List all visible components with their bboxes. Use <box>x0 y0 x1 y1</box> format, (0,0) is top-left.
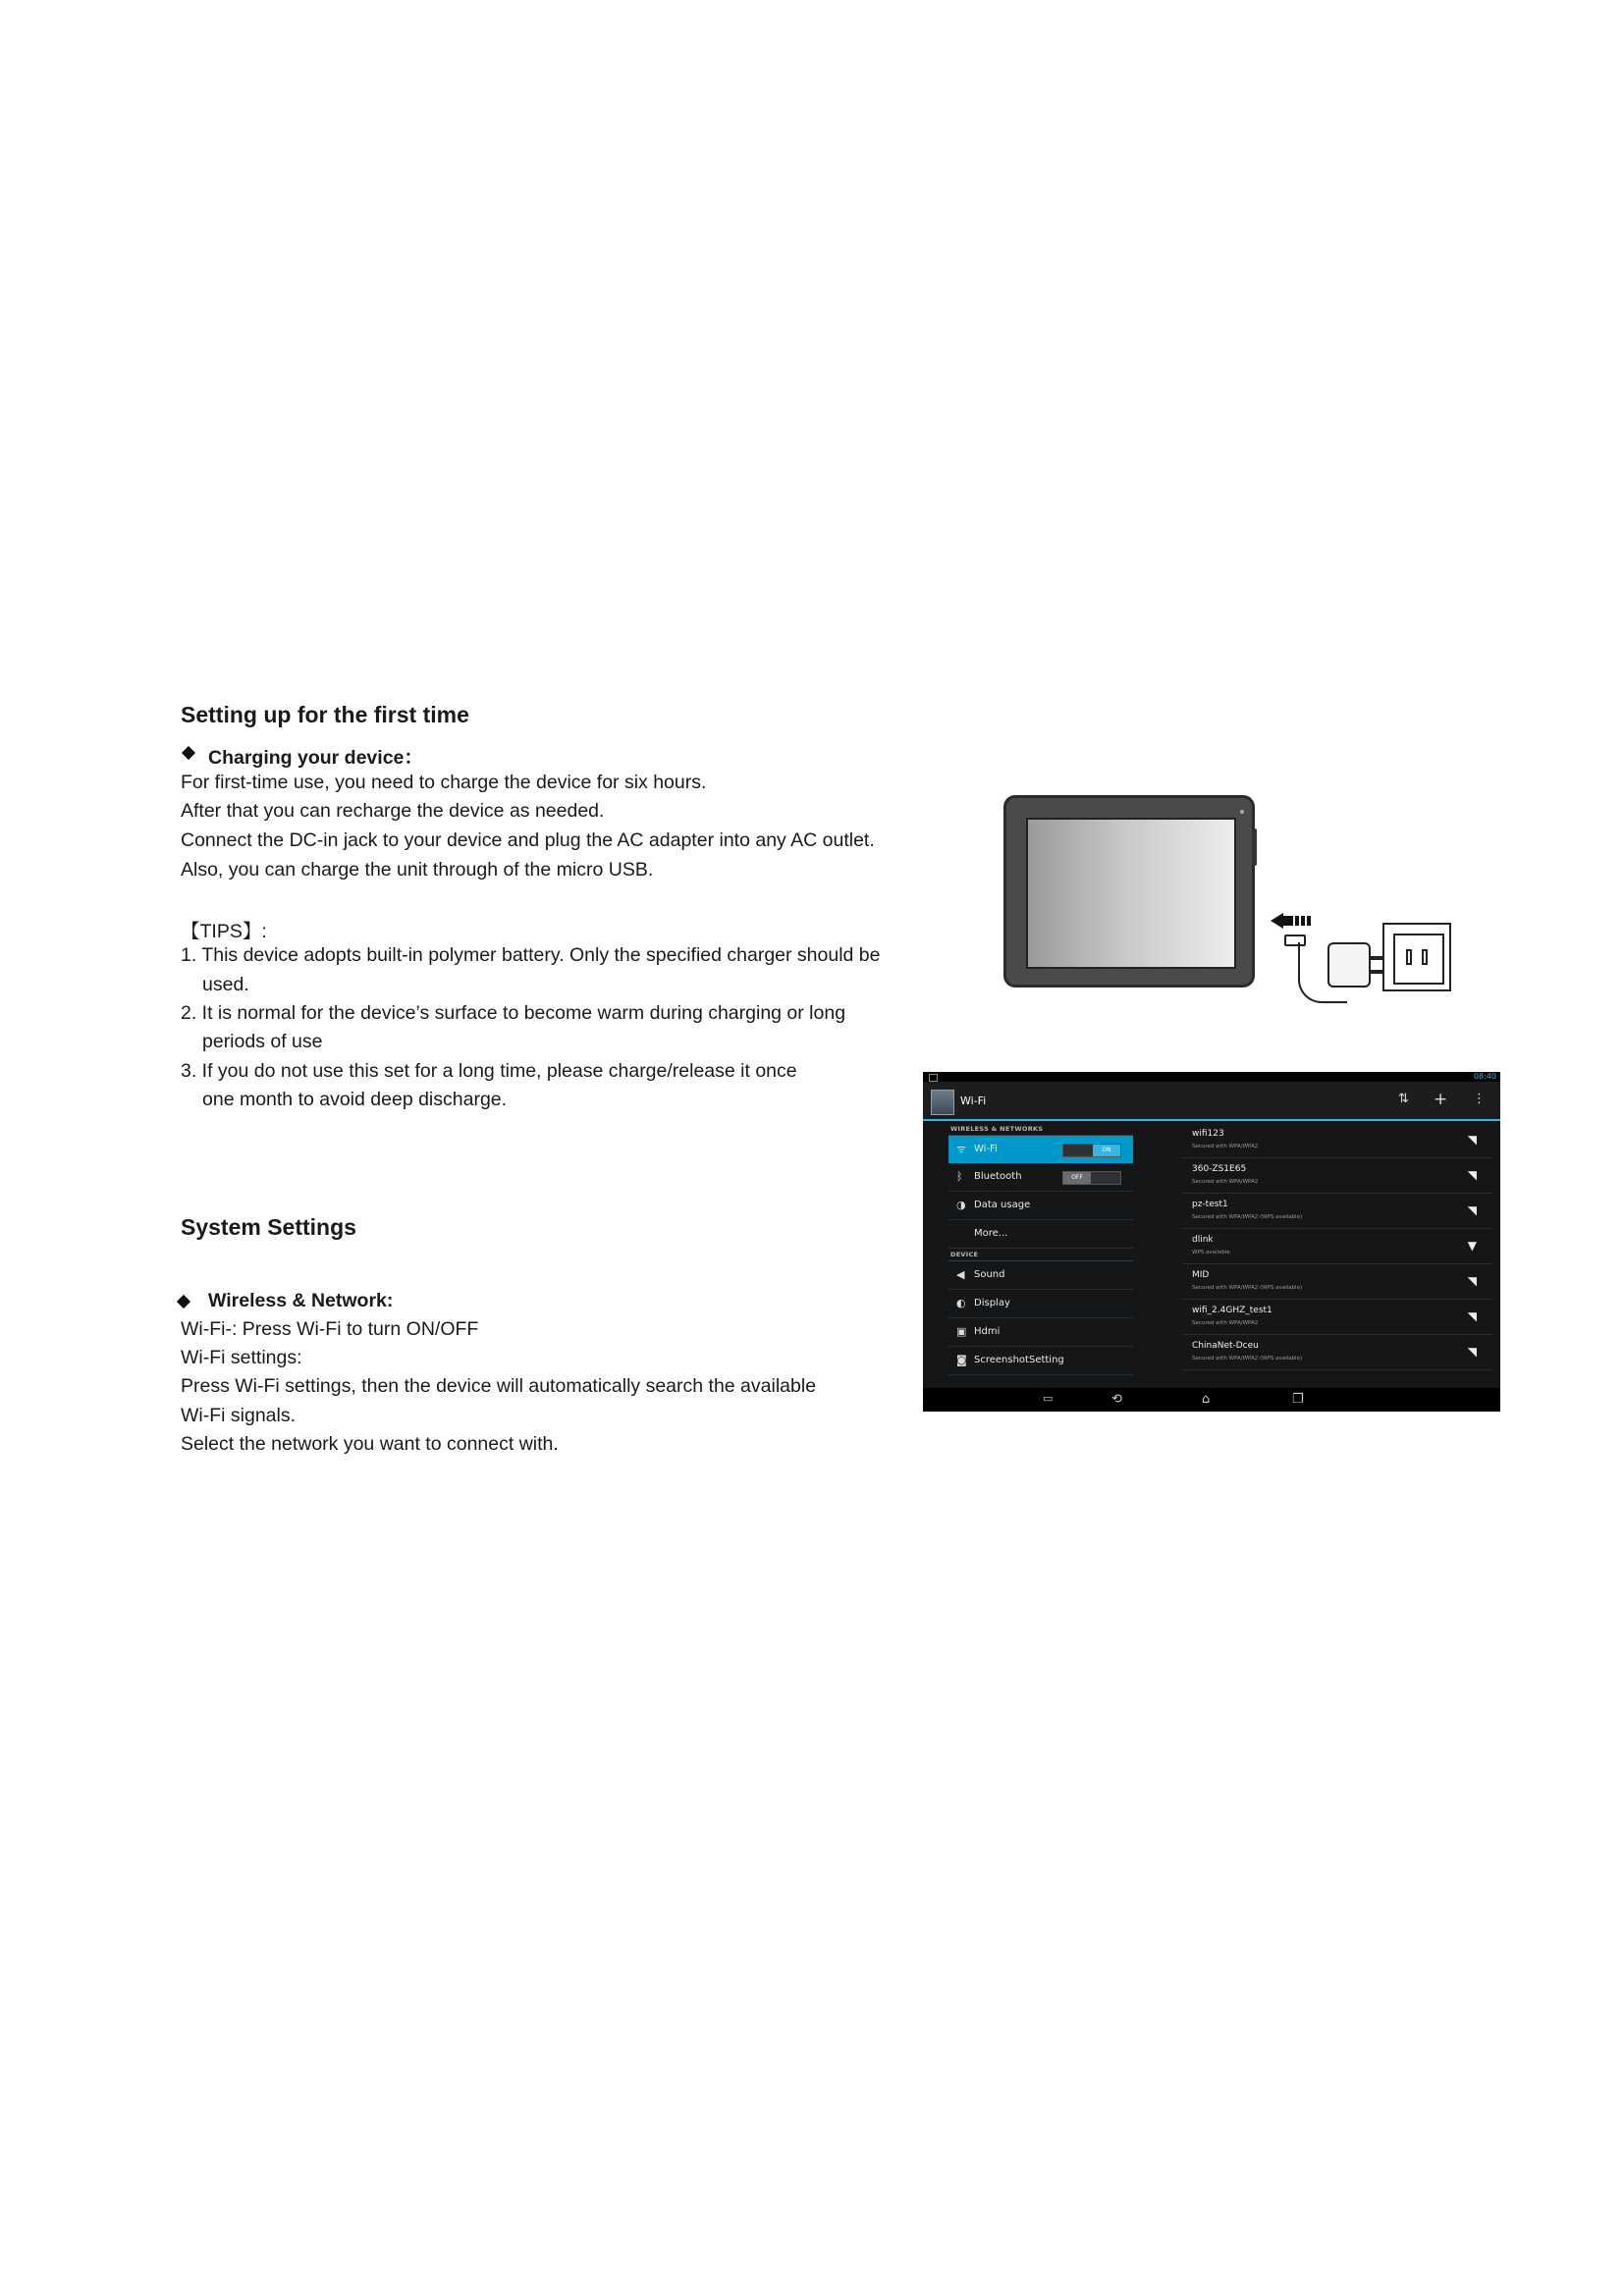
network-ssid: wifi_2.4GHZ_test1 <box>1192 1306 1272 1315</box>
body-line: Connect the DC-in jack to your device and plug the AC adapter into any AC outlet. <box>181 829 875 851</box>
network-ssid: wifi123 <box>1192 1129 1224 1139</box>
section-heading-setup: Setting up for the first time <box>181 702 469 727</box>
display-icon: ◐ <box>956 1297 966 1309</box>
tip-line: 3. If you do not use this set for a long time, please charge/release it once <box>181 1060 797 1082</box>
bullet-diamond-icon <box>177 1295 190 1308</box>
network-status: WPS available <box>1192 1250 1230 1255</box>
menu-item-more[interactable] <box>948 1220 1133 1249</box>
action-bar-title: Wi-Fi <box>960 1095 987 1107</box>
arrow-bar <box>1295 916 1299 926</box>
menu-item-bluetooth[interactable] <box>948 1163 1133 1192</box>
menu-item-data-usage[interactable] <box>948 1192 1133 1220</box>
network-list <box>1182 1123 1492 1370</box>
menu-item-label: Hdmi <box>974 1326 1001 1337</box>
tablet-side-button <box>1252 828 1257 866</box>
tip-line: periods of use <box>202 1031 323 1052</box>
network-status: Secured with WPA/WPA2 (WPS available) <box>1192 1214 1303 1220</box>
device-section-header: DEVICE <box>948 1249 1133 1261</box>
tip-line: used. <box>202 974 249 995</box>
body-line: Press Wi-Fi settings, then the device will automatically search the available <box>181 1375 817 1397</box>
network-status: Secured with WPA/WPA2 <box>1192 1320 1259 1326</box>
arrow-bar <box>1283 916 1293 926</box>
section-heading-system-settings: System Settings <box>181 1214 356 1240</box>
wifi-icon: ᯤ <box>956 1143 967 1155</box>
wifi-signal-locked-icon: ◥ <box>1467 1168 1477 1182</box>
tip-line: 1. This device adopts built-in polymer battery. Only the specified charger should be <box>181 944 881 966</box>
network-status: Secured with WPA/WPA2 <box>1192 1144 1259 1149</box>
tip-line: one month to avoid deep discharge. <box>202 1089 508 1110</box>
body-line: Select the network you want to connect with. <box>181 1433 559 1455</box>
network-row[interactable] <box>1182 1123 1492 1158</box>
network-row[interactable] <box>1182 1300 1492 1335</box>
bullet-diamond-icon <box>182 746 195 760</box>
network-ssid: dlink <box>1192 1235 1214 1245</box>
menu-item-screenshot-setting[interactable] <box>948 1347 1133 1375</box>
wifi-signal-locked-icon: ◥ <box>1467 1133 1477 1147</box>
wifi-toggle[interactable] <box>1062 1144 1121 1157</box>
arrow-bar <box>1301 916 1305 926</box>
menu-item-label: ScreenshotSetting <box>974 1355 1064 1365</box>
menu-item-label: Display <box>974 1298 1010 1308</box>
network-row[interactable] <box>1182 1264 1492 1300</box>
home-icon[interactable]: ⌂ <box>1202 1392 1211 1407</box>
body-line: Also, you can charge the unit through of the micro USB. <box>181 859 654 881</box>
navigation-bar <box>923 1388 1500 1412</box>
wifi-signal-locked-icon: ◥ <box>1467 1274 1477 1288</box>
network-ssid: ChinaNet-Dceu <box>1192 1341 1259 1351</box>
menu-item-label: Wi-Fi <box>974 1144 998 1154</box>
network-ssid: 360-ZS1E65 <box>1192 1164 1247 1174</box>
menu-item-hdmi[interactable] <box>948 1318 1133 1347</box>
outlet-faceplate <box>1393 934 1444 985</box>
add-network-icon[interactable]: + <box>1434 1090 1448 1109</box>
wireless-heading: Wireless & Network: <box>208 1290 394 1311</box>
body-line: Wi-Fi-: Press Wi-Fi to turn ON/OFF <box>181 1318 479 1340</box>
back-icon[interactable]: ⟲ <box>1111 1392 1122 1407</box>
bluetooth-toggle[interactable] <box>1062 1171 1121 1185</box>
status-clock: 08:40 <box>1473 1072 1496 1081</box>
wifi-signal-locked-icon: ◥ <box>1467 1345 1477 1359</box>
ac-adapter <box>1327 942 1371 988</box>
toggle-knob: OFF <box>1063 1172 1091 1184</box>
status-bar <box>923 1072 1500 1082</box>
wifi-signal-locked-icon: ◥ <box>1467 1203 1477 1217</box>
tips-label: 【TIPS】: <box>181 921 267 942</box>
speaker-icon: ◀ <box>956 1268 965 1281</box>
network-row[interactable] <box>1182 1194 1492 1229</box>
outlet-slot <box>1422 949 1428 965</box>
screenshot-icon[interactable]: ▭ <box>1043 1392 1054 1405</box>
outlet-slot <box>1406 949 1412 965</box>
tablet-screen <box>1026 818 1236 969</box>
tablet-charging-illustration <box>1003 795 1451 1003</box>
menu-item-wifi[interactable] <box>948 1136 1133 1163</box>
body-line: Wi-Fi settings: <box>181 1347 302 1368</box>
body-line: For first-time use, you need to charge the device for six hours. <box>181 772 707 793</box>
network-ssid: MID <box>1192 1270 1210 1280</box>
menu-item-label: Bluetooth <box>974 1171 1022 1182</box>
action-bar <box>923 1082 1500 1121</box>
tablet-device <box>1003 795 1255 988</box>
settings-app-icon[interactable] <box>931 1090 954 1115</box>
camera-icon: ◙ <box>956 1354 967 1366</box>
wps-icon[interactable]: ⇅ <box>1398 1092 1409 1106</box>
menu-item-label: Sound <box>974 1269 1005 1280</box>
wireless-section-header: WIRELESS & NETWORKS <box>948 1123 1133 1136</box>
menu-item-sound[interactable] <box>948 1261 1133 1290</box>
menu-item-display[interactable] <box>948 1290 1133 1318</box>
data-usage-icon: ◑ <box>956 1199 966 1211</box>
notification-icon <box>929 1074 938 1082</box>
bluetooth-icon: ᛒ <box>956 1170 963 1183</box>
network-row[interactable] <box>1182 1158 1492 1194</box>
hdmi-icon: ▣ <box>956 1325 967 1338</box>
body-line: After that you can recharge the device as needed. <box>181 800 605 822</box>
wifi-signal-icon: ▼ <box>1467 1239 1477 1253</box>
tablet-camera <box>1240 810 1244 814</box>
wifi-signal-locked-icon: ◥ <box>1467 1309 1477 1323</box>
charging-heading: Charging your device： <box>208 747 423 769</box>
arrow-bar <box>1307 916 1311 926</box>
settings-menu <box>948 1123 1133 1375</box>
network-status: Secured with WPA/WPA2 (WPS available) <box>1192 1285 1303 1291</box>
network-status: Secured with WPA/WPA2 (WPS available) <box>1192 1356 1303 1362</box>
body-line: Wi-Fi signals. <box>181 1405 297 1426</box>
menu-item-label: Data usage <box>974 1200 1031 1210</box>
overflow-menu-icon[interactable]: ⋮ <box>1473 1092 1486 1106</box>
network-row[interactable] <box>1182 1335 1492 1370</box>
recent-apps-icon[interactable]: ❐ <box>1292 1392 1304 1407</box>
toggle-knob: ON <box>1093 1145 1120 1156</box>
network-ssid: pz-test1 <box>1192 1200 1228 1209</box>
wall-outlet <box>1382 923 1451 991</box>
menu-item-label: More... <box>974 1228 1008 1239</box>
network-row[interactable] <box>1182 1229 1492 1264</box>
tip-line: 2. It is normal for the device’s surface to become warm during charging or long <box>181 1002 846 1024</box>
network-status: Secured with WPA/WPA2 <box>1192 1179 1259 1185</box>
wifi-settings-screenshot <box>923 1072 1500 1412</box>
arrow-left-icon <box>1271 913 1283 929</box>
